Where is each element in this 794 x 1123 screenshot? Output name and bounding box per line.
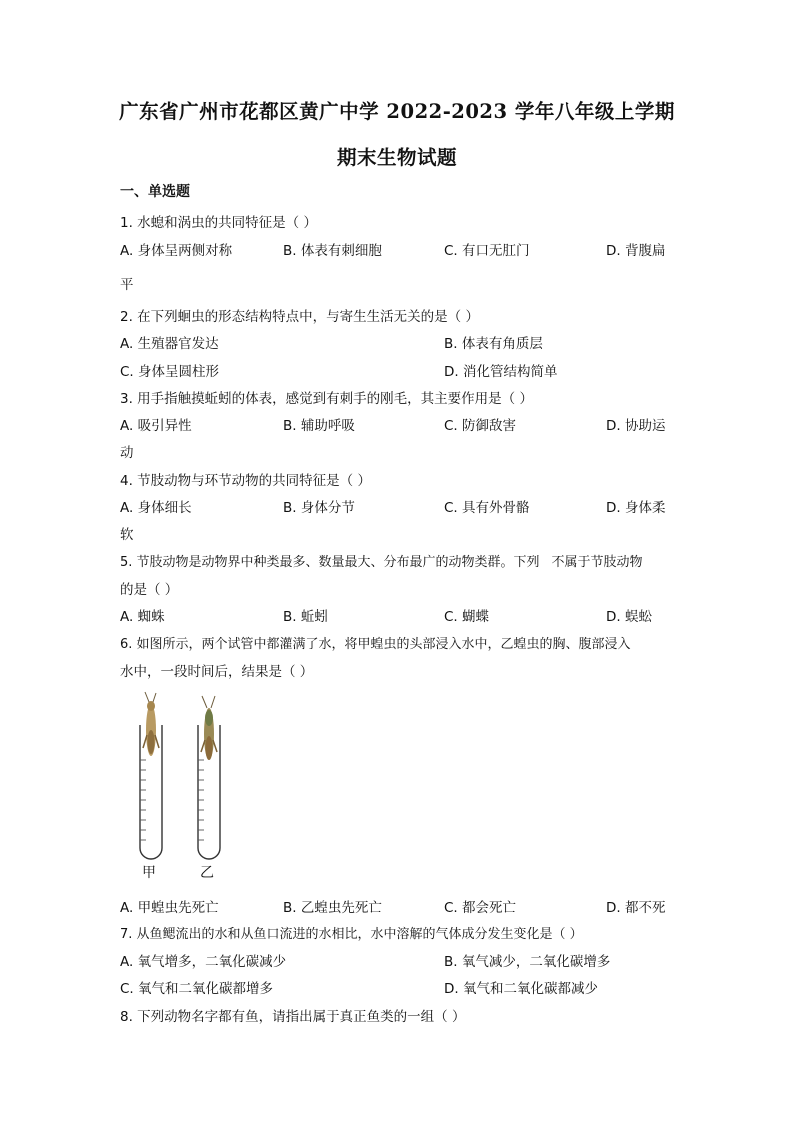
q5-option-d: D. 蜈蚣	[606, 609, 652, 625]
question-1-stem: 1. 水螅和涡虫的共同特征是（ ）	[120, 215, 317, 231]
question-3-stem: 3. 用手指触摸蚯蚓的体表，感觉到有刺手的刚毛，其主要作用是（ ）	[120, 391, 533, 407]
q1-option-b: B. 体表有刺细胞	[283, 243, 382, 259]
question-6-stem-line1: 6. 如图所示，两个试管中都灌满了水，将甲蝗虫的头部浸入水中，乙蝗虫的胸、腹部浸入	[120, 637, 631, 652]
q4-option-b: B. 身体分节	[283, 500, 355, 516]
q6-option-c: C. 都会死亡	[444, 900, 517, 916]
q5-option-b: B. 蚯蚓	[283, 609, 328, 625]
q7-option-a: A. 氧气增多，二氧化碳减少	[120, 954, 287, 970]
question-6-stem-line2: 水中，一段时间后，结果是（ ）	[120, 664, 314, 680]
q7-option-c: C. 氧气和二氧化碳都增多	[120, 981, 274, 997]
q2-option-a: A. 生殖器官发达	[120, 336, 219, 352]
question-8-stem: 8. 下列动物名字都有鱼，请指出属于真正鱼类的一组（ ）	[120, 1009, 466, 1025]
q5-stem-part2: 不属于节肢动物	[551, 555, 643, 570]
question-7-stem: 7. 从鱼鳃流出的水和从鱼口流进的水相比，水中溶解的气体成分发生变化是（ ）	[120, 927, 583, 942]
q6-option-b: B. 乙蝗虫先死亡	[283, 900, 382, 916]
question-2-stem: 2. 在下列蛔虫的形态结构特点中，与寄生生活无关的是（ ）	[120, 309, 479, 325]
exam-title-line1: 广东省广州市花都区黄广中学 2022-2023 学年八年级上学期	[119, 100, 675, 123]
q4-option-c: C. 具有外骨骼	[444, 500, 530, 516]
q4-option-a: A. 身体细长	[120, 500, 192, 516]
q5-stem-part1: 5. 节肢动物是动物界中种类最多、数量最大、分布最广的动物类群。下列	[120, 555, 540, 570]
figure-label-yi: 乙	[200, 865, 214, 881]
q3-option-a: A. 吸引异性	[120, 418, 192, 434]
section-heading: 一、单选题	[120, 184, 190, 200]
question-5-stem-line1	[120, 551, 643, 570]
q6-option-d: D. 都不死	[606, 900, 666, 916]
test-tube-figure	[130, 690, 240, 885]
q1-option-d-continuation: 平	[120, 277, 134, 293]
q1-option-c: C. 有口无肛门	[444, 243, 530, 259]
q6-option-a: A. 甲蝗虫先死亡	[120, 900, 219, 916]
q3-option-d-continuation: 动	[120, 445, 134, 461]
figure-label-jia: 甲	[142, 865, 156, 881]
q5-option-c: C. 蝴蝶	[444, 609, 490, 625]
q3-option-c: C. 防御敌害	[444, 418, 517, 434]
q2-option-c: C. 身体呈圆柱形	[120, 364, 220, 380]
q7-option-b: B. 氧气减少，二氧化碳增多	[444, 954, 611, 970]
question-4-stem: 4. 节肢动物与环节动物的共同特征是（ ）	[120, 473, 371, 489]
q7-option-d: D. 氧气和二氧化碳都减少	[444, 981, 598, 997]
q3-option-b: B. 辅助呼吸	[283, 418, 355, 434]
q1-option-d: D. 背腹扁	[606, 243, 666, 259]
q4-option-d: D. 身体柔	[606, 500, 666, 516]
q2-option-d: D. 消化管结构简单	[444, 364, 558, 380]
question-5-stem-line2: 的是（ ）	[120, 582, 179, 598]
q1-option-a: A. 身体呈两侧对称	[120, 243, 233, 259]
q5-option-a: A. 蜘蛛	[120, 609, 165, 625]
q4-option-d-continuation: 软	[120, 527, 134, 543]
exam-title-line2: 期末生物试题	[336, 146, 457, 169]
q3-option-d: D. 协助运	[606, 418, 666, 434]
q2-option-b: B. 体表有角质层	[444, 336, 543, 352]
test-tubes-illustration	[130, 690, 240, 865]
